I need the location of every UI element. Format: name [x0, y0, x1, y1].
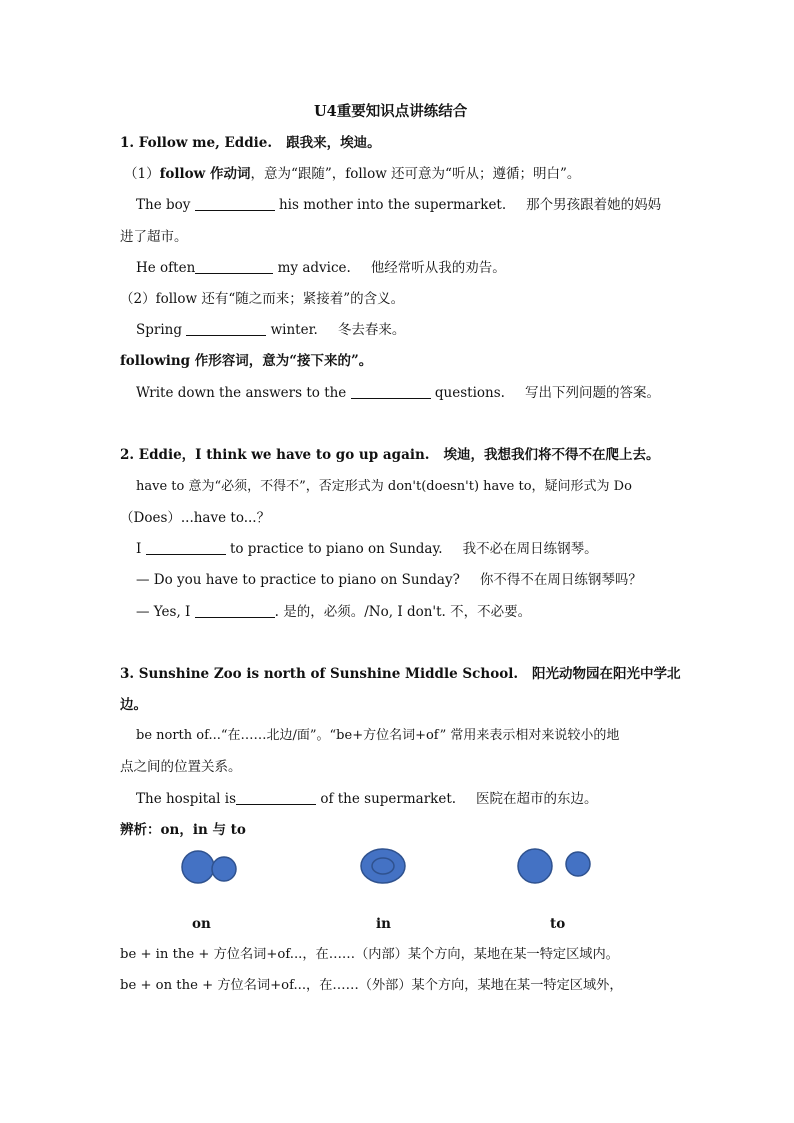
- s1-ex4-start: Write down the answers to the: [136, 385, 347, 401]
- s2-ex1-zh: 我不必在周日练钢琴。: [462, 541, 598, 557]
- label-on: on: [192, 916, 211, 932]
- s1-ex1-end: his mother into the supermarket.: [278, 197, 507, 213]
- in-diagram: [361, 849, 405, 883]
- fill-blank[interactable]: [195, 604, 275, 618]
- s3-ex1-zh: 医院在超市的东边。: [476, 791, 598, 807]
- s2-ex3-start: — Yes, I: [136, 604, 191, 620]
- s3-example1: [136, 789, 598, 809]
- s1-example3: [136, 320, 405, 340]
- s1-point2: （2）follow 还有“随之而来；紧接着”的含义。: [120, 291, 405, 307]
- s2-example1: [136, 539, 598, 559]
- on-circle-small: [212, 857, 236, 881]
- s3-rule-in: be + in the + 方位名词+of...，在……（内部）某个方向，某地在某一特定区域内。: [120, 947, 619, 962]
- s1-point1-num: （1）: [124, 166, 160, 182]
- s1-ex3-zh: 冬去春来。: [337, 322, 406, 338]
- s1-example1: [136, 195, 661, 215]
- s2-ex2-zh: 你不得不在周日练钢琴吗？: [479, 572, 642, 588]
- s1-ex3-end: winter.: [270, 322, 318, 338]
- to-circle-large: [518, 849, 552, 883]
- on-circle-large: [182, 851, 214, 883]
- s1-point1-text: ，意为“跟随”，follow 还可意为“听从；遵循；明白”。: [250, 166, 581, 182]
- s2-ex1-end: to practice to piano on Sunday.: [229, 541, 443, 557]
- s2-ex1-start: I: [136, 541, 142, 557]
- s1-heading: [120, 133, 381, 153]
- s1-point1: [124, 164, 580, 184]
- s3-rule-on: be + on the + 方位名词+of...，在……（外部）某个方向，某地在某一特定区域外，: [120, 978, 623, 993]
- s1-point3: following 作形容词，意为“接下来的”。: [120, 353, 373, 369]
- s1-ex2-zh: 他经常听从我的劝告。: [370, 260, 506, 276]
- s3-point1: be north of...“在……北边/面”。“be+方位名词+of” 常用来表示相对来说较小的地: [136, 728, 620, 743]
- s1-ex3-start: Spring: [136, 322, 182, 338]
- s3-heading-zh: 阳光动物园在阳光中学北: [532, 666, 681, 682]
- s1-ex4-end: questions.: [434, 385, 505, 401]
- s1-ex2-start: He often: [136, 260, 196, 276]
- s2-point1: have to 意为“必须，不得不”，否定形式为 don't(doesn't) have to，疑问形式为 Do: [136, 479, 632, 494]
- s1-ex1-zh: 那个男孩跟着她的妈妈: [526, 197, 662, 213]
- fill-blank[interactable]: [236, 791, 316, 805]
- fill-blank[interactable]: [195, 260, 273, 274]
- to-diagram: [518, 849, 590, 883]
- s2-heading-zh: 埃迪，我想我们将不得不在爬上去。: [443, 447, 660, 463]
- s2-example2: [136, 570, 642, 590]
- s2-heading: [120, 445, 659, 465]
- label-in: in: [376, 916, 391, 932]
- s2-point1-cont: （Does）...have to...？: [120, 510, 271, 526]
- fill-blank[interactable]: [186, 322, 266, 336]
- s1-ex1-start: The boy: [136, 197, 191, 213]
- s3-heading-en: 3. Sunshine Zoo is north of Sunshine Middle School.: [120, 666, 519, 682]
- s1-example2: [136, 258, 506, 278]
- to-circle-small: [566, 852, 590, 876]
- s1-example1-cont: 进了超市。: [120, 229, 188, 245]
- s2-ex3-end: . 是的，必须。/No, I don't. 不，不必要。: [274, 604, 532, 620]
- page-title: U4重要知识点讲练结合: [314, 103, 468, 120]
- fill-blank[interactable]: [146, 541, 226, 555]
- on-diagram: [182, 851, 236, 883]
- s1-heading-en: 1. Follow me, Eddie.: [120, 135, 273, 151]
- s2-example3: [136, 602, 531, 622]
- label-to: to: [550, 916, 566, 932]
- s3-ex1-start: The hospital is: [136, 791, 237, 807]
- s3-heading-cont: 边。: [120, 697, 147, 713]
- in-circle-inner: [372, 858, 394, 874]
- s2-heading-en: 2. Eddie，I think we have to go up again.: [120, 447, 430, 463]
- s2-ex2-en: — Do you have to practice to piano on Sunday?: [136, 572, 460, 588]
- fill-blank[interactable]: [351, 385, 431, 399]
- s1-example4: [136, 383, 660, 403]
- s1-heading-zh: 跟我来，埃迪。: [286, 135, 381, 151]
- position-diagram: [170, 842, 610, 892]
- s3-analysis-heading: 辨析：on，in 与 to: [120, 822, 246, 838]
- s1-point1-key: follow 作动词: [159, 166, 251, 182]
- s3-heading: [120, 664, 681, 684]
- s1-ex2-end: my advice.: [277, 260, 351, 276]
- fill-blank[interactable]: [195, 197, 275, 211]
- s3-point1-cont: 点之间的位置关系。: [120, 759, 242, 775]
- s3-ex1-end: of the supermarket.: [320, 791, 457, 807]
- s1-ex4-zh: 写出下列问题的答案。: [524, 385, 660, 401]
